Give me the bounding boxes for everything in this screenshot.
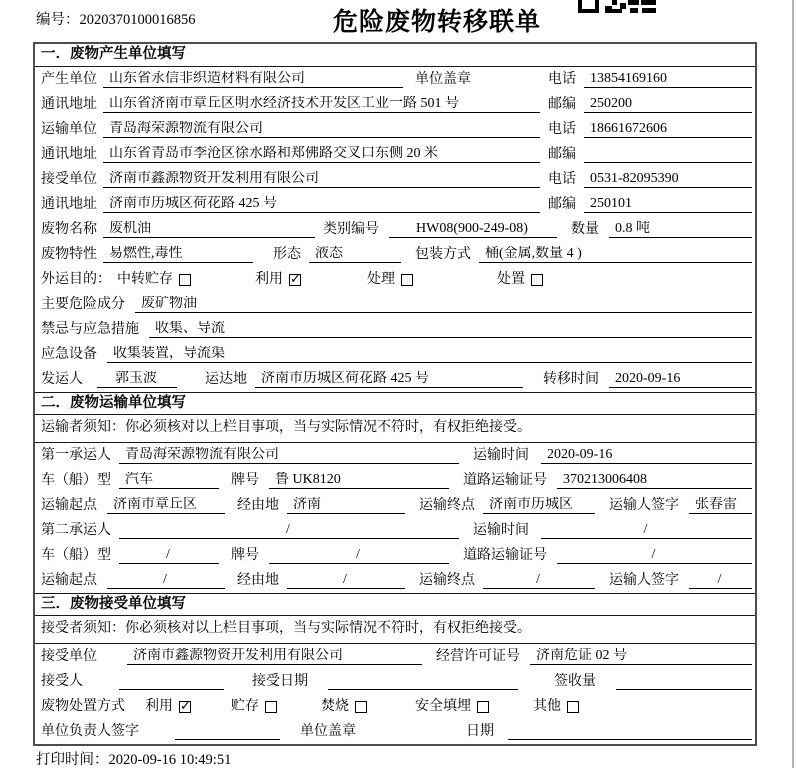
destination-value: 济南市历城区荷花路 425 号 <box>255 371 523 388</box>
disposal-option-store: 贮存 <box>231 699 277 715</box>
zip2-value <box>584 162 752 163</box>
carrier2-value: / <box>119 522 459 539</box>
responsible-sign-value <box>175 739 280 740</box>
character-label: 废物特性 <box>41 247 97 262</box>
checkbox-disposal-other <box>567 701 579 713</box>
via2-value: / <box>287 572 405 589</box>
phone2-value: 18661672606 <box>584 121 752 138</box>
acceptor-value <box>119 689 224 690</box>
road-cert2-value: / <box>557 547 752 564</box>
sign2-value: / <box>689 572 752 589</box>
unit-seal-label: 单位盖章 <box>300 724 356 739</box>
row-waste-name <box>35 217 755 242</box>
date-value <box>508 739 752 740</box>
print-time-label: 打印时间： <box>36 752 109 768</box>
checkbox-transfer-storage <box>179 274 191 286</box>
addr2-value: 山东省青岛市李沧区徐水路和郑佛路交叉口东侧 20 米 <box>103 146 540 163</box>
row-accept-unit <box>35 644 755 669</box>
phone2-label: 电话 <box>548 122 576 137</box>
origin1-value: 济南市章丘区 <box>107 497 225 514</box>
row-vehicle2 <box>35 543 755 568</box>
responsible-sign-label: 单位负责人签字 <box>41 724 139 739</box>
row-receiver-address <box>35 192 755 217</box>
section3-header: 三．废物接受单位填写 <box>35 593 755 616</box>
category-label: 类别编号 <box>323 222 379 237</box>
vehicle2-value: / <box>119 547 219 564</box>
plate1-value: 鲁 UK8120 <box>269 472 449 489</box>
sign1-value: 张春雷 <box>689 497 752 514</box>
origin1-label: 运输起点 <box>41 498 97 513</box>
print-time-value: 2020-09-16 10:49:51 <box>108 752 232 768</box>
producer-value: 山东省永信非织造材料有限公司 <box>103 71 403 88</box>
zip1-value: 250200 <box>584 96 752 113</box>
destination-label: 运达地 <box>205 372 247 387</box>
quantity-value: 0.8 吨 <box>609 221 752 238</box>
row-vehicle1 <box>35 468 755 493</box>
row-carrier2 <box>35 518 755 543</box>
taboo-label: 禁忌与应急措施 <box>41 322 139 337</box>
accept-date-value <box>328 689 518 690</box>
row-receiver <box>35 167 755 192</box>
addr3-label: 通讯地址 <box>41 197 97 212</box>
disposal-option-landfill: 安全填埋 <box>415 699 489 715</box>
row-transporter-address <box>35 142 755 167</box>
row-acceptor <box>35 669 755 694</box>
waste-name-label: 废物名称 <box>41 222 97 237</box>
purpose-option-use: 利用 ✓ <box>255 272 301 288</box>
row-hazard <box>35 292 755 317</box>
phone3-label: 电话 <box>548 172 576 187</box>
plate1-label: 牌号 <box>231 473 259 488</box>
packing-label: 包装方式 <box>415 247 471 262</box>
end1-value: 济南市历城区 <box>483 497 595 514</box>
checkbox-dispose <box>531 274 543 286</box>
serial-label: 编号： <box>36 12 80 28</box>
taboo-value: 收集、导流 <box>149 321 752 338</box>
row-shipper <box>35 367 755 392</box>
equipment-label: 应急设备 <box>41 347 97 362</box>
row-purpose <box>35 267 755 292</box>
end2-label: 运输终点 <box>419 573 475 588</box>
received-qty-value <box>616 689 752 690</box>
print-time-line <box>36 748 231 769</box>
accept-unit-label: 接受单位 <box>41 649 97 664</box>
carrier1-label: 第一承运人 <box>41 448 111 463</box>
hazard-label: 主要危险成分 <box>41 297 125 312</box>
zip1-label: 邮编 <box>548 97 576 112</box>
phone1-value: 13854169160 <box>584 71 752 88</box>
row-producer-address <box>35 92 755 117</box>
purpose-option-dispose: 处置 <box>497 272 543 288</box>
addr1-value: 山东省济南市章丘区明水经济技术开发区工业一路 501 号 <box>103 96 540 113</box>
vehicle1-label: 车（船）型 <box>41 473 111 488</box>
zip2-label: 邮编 <box>548 147 576 162</box>
row-taboo <box>35 317 755 342</box>
time1-label: 运输时间 <box>473 448 529 463</box>
vehicle1-value: 汽车 <box>119 472 219 489</box>
addr1-label: 通讯地址 <box>41 97 97 112</box>
license-label: 经营许可证号 <box>436 649 520 664</box>
transfer-time-value: 2020-09-16 <box>609 371 752 388</box>
road-cert1-value: 370213006408 <box>557 472 752 489</box>
row-waste-character <box>35 242 755 267</box>
quantity-label: 数量 <box>571 222 599 237</box>
license-value: 济南危证 02 号 <box>530 648 752 665</box>
form-label: 形态 <box>273 247 301 262</box>
disposal-option-use: 利用 ✓ <box>145 699 191 715</box>
hazard-value: 废矿物油 <box>135 296 752 313</box>
checkbox-use <box>289 274 301 286</box>
via2-label: 经由地 <box>237 573 279 588</box>
time2-label: 运输时间 <box>473 523 529 538</box>
checkbox-treat <box>401 274 413 286</box>
purpose-label: 外运目的： <box>41 272 111 287</box>
checkbox-disposal-store <box>265 701 277 713</box>
carrier1-value: 青岛海荣源物流有限公司 <box>119 447 459 464</box>
producer-label: 产生单位 <box>41 72 97 87</box>
equipment-value: 收集装置，导流渠 <box>107 346 752 363</box>
row-route1 <box>35 493 755 518</box>
row-responsible-sign <box>35 719 755 744</box>
zip3-value: 250101 <box>584 196 752 213</box>
road-cert2-label: 道路运输证号 <box>463 548 547 563</box>
row-disposal <box>35 694 755 719</box>
row-route2 <box>35 568 755 593</box>
disposal-option-other: 其他 <box>533 699 579 715</box>
purpose-option-transfer: 中转贮存 <box>117 272 191 288</box>
checkbox-disposal-landfill <box>477 701 489 713</box>
acceptor-label: 接受人 <box>41 674 83 689</box>
carrier2-label: 第二承运人 <box>41 523 111 538</box>
packing-value: 桶(金属,数量 4 ) <box>479 246 752 263</box>
zip3-label: 邮编 <box>548 197 576 212</box>
end1-label: 运输终点 <box>419 498 475 513</box>
shipper-value: 郭玉波 <box>97 371 177 388</box>
receiver-notice: 接受者须知：你必须核对以上栏目事项，当与实际情况不符时，有权拒绝接受。 <box>35 616 755 644</box>
origin2-value: / <box>107 572 225 589</box>
character-value: 易燃性,毒性 <box>103 246 253 263</box>
date-label: 日期 <box>466 724 494 739</box>
waste-name-value: 废机油 <box>103 221 315 238</box>
plate2-value: / <box>269 547 449 564</box>
section2-header: 二．废物运输单位填写 <box>35 392 755 415</box>
checkbox-disposal-incinerate <box>355 701 367 713</box>
seal-label: 单位盖章 <box>415 72 471 87</box>
receiver-value: 济南市鑫源物资开发利用有限公司 <box>103 171 540 188</box>
accept-unit-value: 济南市鑫源物资开发利用有限公司 <box>127 648 422 665</box>
vehicle2-label: 车（船）型 <box>41 548 111 563</box>
transporter-value: 青岛海荣源物流有限公司 <box>103 121 540 138</box>
section1-header: 一．废物产生单位填写 <box>35 44 755 67</box>
form-value: 液态 <box>309 246 401 263</box>
transfer-time-label: 转移时间 <box>543 372 599 387</box>
disposal-option-incinerate: 焚烧 <box>321 699 367 715</box>
serial-number: 2020370100016856 <box>79 12 196 28</box>
receiver-label: 接受单位 <box>41 172 97 187</box>
origin2-label: 运输起点 <box>41 573 97 588</box>
sign1-label: 运输人签字 <box>609 498 679 513</box>
category-value: HW08(900-249-08) <box>389 221 557 238</box>
plate2-label: 牌号 <box>231 548 259 563</box>
qr-code-fragment <box>578 0 656 13</box>
addr3-value: 济南市历城区荷花路 425 号 <box>103 196 540 213</box>
via1-label: 经由地 <box>237 498 279 513</box>
received-qty-label: 签收量 <box>554 674 596 689</box>
sign2-label: 运输人签字 <box>609 573 679 588</box>
row-transporter <box>35 117 755 142</box>
row-producer <box>35 67 755 92</box>
disposal-label: 废物处置方式 <box>41 699 125 714</box>
end2-value: / <box>483 572 595 589</box>
via1-value: 济南 <box>287 497 405 514</box>
accept-date-label: 接受日期 <box>252 674 308 689</box>
shipper-label: 发运人 <box>41 372 83 387</box>
checkbox-disposal-use <box>179 701 191 713</box>
row-equipment <box>35 342 755 367</box>
transporter-label: 运输单位 <box>41 122 97 137</box>
row-carrier1 <box>35 443 755 468</box>
road-cert1-label: 道路运输证号 <box>463 473 547 488</box>
phone1-label: 电话 <box>548 72 576 87</box>
serial-number-line <box>36 8 196 29</box>
page-title: 危险废物转移联单 <box>333 9 542 36</box>
time1-value: 2020-09-16 <box>541 447 752 464</box>
addr2-label: 通讯地址 <box>41 147 97 162</box>
transporter-notice: 运输者须知：你必须核对以上栏目事项，当与实际情况不符时，有权拒绝接受。 <box>35 415 755 443</box>
phone3-value: 0531-82095390 <box>584 171 752 188</box>
manifest-form <box>33 42 757 746</box>
page-edge-line <box>792 0 794 768</box>
time2-value: / <box>541 522 752 539</box>
purpose-option-treat: 处理 <box>367 272 413 288</box>
